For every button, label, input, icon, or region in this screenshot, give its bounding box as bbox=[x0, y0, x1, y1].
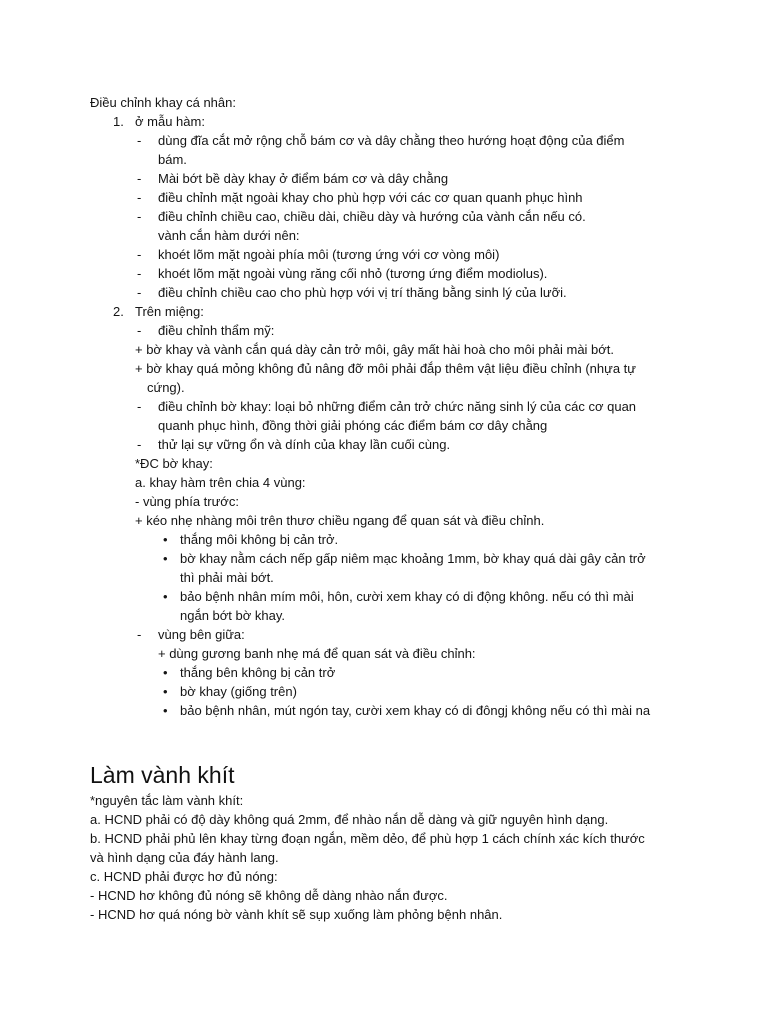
dash-list-item bbox=[0, 283, 768, 302]
bullet-text: thì phải mài bớt. bbox=[180, 570, 274, 585]
paragraph-text: - vùng phía trước: bbox=[135, 494, 239, 509]
note-text: cứng). bbox=[147, 380, 185, 395]
dash-list-item bbox=[0, 264, 768, 283]
principle-line bbox=[0, 848, 768, 867]
item-number: 2. bbox=[113, 304, 124, 319]
item-label: ở mẫu hàm: bbox=[135, 114, 205, 129]
list-item-continuation bbox=[0, 226, 768, 245]
document-body bbox=[0, 93, 768, 924]
bullet-marker: • bbox=[163, 703, 168, 718]
dash-list-item bbox=[0, 169, 768, 188]
list-item-text: quanh phục hình, đồng thời giải phóng các điểm bám cơ dây chằng bbox=[158, 418, 548, 433]
plus-note bbox=[0, 340, 768, 359]
list-item-text: khoét lõm mặt ngoài vùng răng cối nhỏ (tương ứng điểm modiolus). bbox=[158, 266, 548, 281]
principle-line bbox=[0, 867, 768, 886]
item-number: 1. bbox=[113, 114, 124, 129]
bullet-text: thắng môi không bị cản trở. bbox=[180, 532, 339, 547]
list-item-text: vùng bên giữa: bbox=[158, 627, 245, 642]
note-text: + bờ khay quá mỏng không đủ nâng đỡ môi phải đắp thêm vật liệu điều chỉnh (nhựa tự bbox=[135, 361, 636, 376]
paragraph-text: - HCND hơ không đủ nóng sẽ không dễ dàng nhào nắn được. bbox=[90, 888, 448, 903]
section-title-line bbox=[0, 93, 768, 112]
paragraph-text: c. HCND phải được hơ đủ nóng: bbox=[90, 869, 278, 884]
list-item-text: điều chỉnh thẩm mỹ: bbox=[158, 323, 275, 338]
bullet-continuation bbox=[0, 568, 768, 587]
dash-list-item bbox=[0, 321, 768, 340]
dash-list-item bbox=[0, 245, 768, 264]
dash-marker: - bbox=[137, 247, 142, 262]
dash-list-item bbox=[0, 131, 768, 150]
list-item-text: khoét lõm mặt ngoài phía môi (tương ứng với cơ vòng môi) bbox=[158, 247, 500, 262]
dash-marker: - bbox=[137, 171, 142, 186]
list-item-text: dùng đĩa cắt mở rộng chỗ bám cơ và dây chằng theo hướng hoạt động của điểm bbox=[158, 133, 625, 148]
bullet-marker: • bbox=[163, 551, 168, 566]
paragraph-text: - HCND hơ quá nóng bờ vành khít sẽ sụp xuống làm phỏng bệnh nhân. bbox=[90, 907, 503, 922]
section-heading-text: Làm vành khít bbox=[90, 762, 235, 788]
note-text: + bờ khay và vành cắn quá dày cản trở môi, gây mất hài hoà cho môi phải mài bớt. bbox=[135, 342, 615, 357]
paragraph-text: + dùng gương banh nhẹ má để quan sát và điều chỉnh: bbox=[158, 646, 476, 661]
dash-marker: - bbox=[137, 399, 142, 414]
paragraph-text: a. khay hàm trên chia 4 vùng: bbox=[135, 475, 306, 490]
bullet-item bbox=[0, 530, 768, 549]
dash-list-item bbox=[0, 397, 768, 416]
list-item-text: bám. bbox=[158, 152, 187, 167]
principle-line bbox=[0, 905, 768, 924]
dash-marker: - bbox=[137, 323, 142, 338]
bullet-item bbox=[0, 587, 768, 606]
principles-title-line bbox=[0, 791, 768, 810]
border-adjust-heading bbox=[0, 454, 768, 473]
bullet-marker: • bbox=[163, 532, 168, 547]
dash-list-item bbox=[0, 435, 768, 454]
bullet-text: bờ khay nằm cách nếp gấp niêm mạc khoảng 1mm, bờ khay quá dài gây cản trở bbox=[180, 551, 646, 566]
list-item-continuation bbox=[0, 416, 768, 435]
section-title: Điều chỉnh khay cá nhân: bbox=[90, 95, 236, 110]
bullet-item bbox=[0, 549, 768, 568]
middle-zone-label bbox=[0, 625, 768, 644]
list-item-text: điều chỉnh mặt ngoài khay cho phù hợp với các cơ quan quanh phục hình bbox=[158, 190, 583, 205]
paragraph-text: a. HCND phải có độ dày không quá 2mm, để nhào nắn dễ dàng và giữ nguyên hình dạng. bbox=[90, 812, 609, 827]
dash-marker: - bbox=[137, 133, 142, 148]
principle-line bbox=[0, 886, 768, 905]
upper-tray-line bbox=[0, 473, 768, 492]
dash-list-item bbox=[0, 207, 768, 226]
bullet-item bbox=[0, 682, 768, 701]
plus-note bbox=[0, 359, 768, 378]
bullet-item bbox=[0, 663, 768, 682]
dash-marker: - bbox=[137, 209, 142, 224]
item-label: Trên miệng: bbox=[135, 304, 204, 319]
dash-marker: - bbox=[137, 266, 142, 281]
front-zone-label bbox=[0, 492, 768, 511]
bullet-text: thắng bên không bị cản trở bbox=[180, 665, 336, 680]
bullet-text: bảo bệnh nhân, mút ngón tay, cười xem khay có di đôngj không nếu có thì mài na bbox=[180, 703, 651, 718]
plus-note-continuation bbox=[0, 378, 768, 397]
paragraph-text: b. HCND phải phủ lên khay từng đoạn ngắn, mềm dẻo, để phù hợp 1 cách chính xác kích thước bbox=[90, 831, 645, 846]
list-item-text: điều chỉnh bờ khay: loại bỏ những điểm cản trở chức năng sinh lý của các cơ quan bbox=[158, 399, 637, 414]
list-item-text: vành cắn hàm dưới nên: bbox=[158, 228, 300, 243]
bullet-text: bảo bệnh nhân mím môi, hôn, cười xem khay có di động không. nếu có thì mài bbox=[180, 589, 634, 604]
paragraph-text: và hình dạng của đáy hành lang. bbox=[90, 850, 279, 865]
front-zone-instruction bbox=[0, 511, 768, 530]
subheading-text: *ĐC bờ khay: bbox=[135, 456, 213, 471]
paragraph-text: *nguyên tắc làm vành khít: bbox=[90, 793, 244, 808]
numbered-item-in-mouth bbox=[0, 302, 768, 321]
bullet-marker: • bbox=[163, 665, 168, 680]
paragraph-text: + kéo nhẹ nhàng môi trên thươ chiều ngang để quan sát và điều chỉnh. bbox=[135, 513, 545, 528]
bullet-item bbox=[0, 701, 768, 720]
section-heading bbox=[0, 759, 768, 791]
list-item-text: điều chỉnh chiều cao cho phù hợp với vị trí thăng bằng sinh lý của lưỡi. bbox=[158, 285, 567, 300]
bullet-text: bờ khay (giống trên) bbox=[180, 684, 297, 699]
dash-marker: - bbox=[137, 627, 142, 642]
principle-line bbox=[0, 810, 768, 829]
numbered-item-on-model bbox=[0, 112, 768, 131]
bullet-continuation bbox=[0, 606, 768, 625]
bullet-text: ngắn bớt bờ khay. bbox=[180, 608, 285, 623]
list-item-continuation bbox=[0, 150, 768, 169]
middle-zone-instruction bbox=[0, 644, 768, 663]
list-item-text: Mài bớt bề dày khay ở điểm bám cơ và dây chằng bbox=[158, 171, 449, 186]
list-item-text: điều chỉnh chiều cao, chiều dài, chiều dày và hướng của vành cắn nếu có. bbox=[158, 209, 586, 224]
dash-list-item bbox=[0, 188, 768, 207]
bullet-marker: • bbox=[163, 589, 168, 604]
list-item-text: thử lại sự vững ổn và dính của khay lần cuối cùng. bbox=[158, 437, 451, 452]
principle-line bbox=[0, 829, 768, 848]
dash-marker: - bbox=[137, 437, 142, 452]
dash-marker: - bbox=[137, 285, 142, 300]
dash-marker: - bbox=[137, 190, 142, 205]
bullet-marker: • bbox=[163, 684, 168, 699]
